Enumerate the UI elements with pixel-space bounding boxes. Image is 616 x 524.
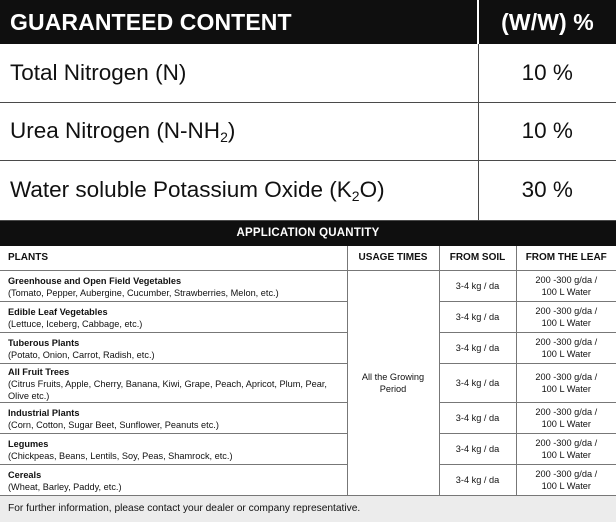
plant-examples: (Tomato, Pepper, Aubergine, Cucumber, Strawberries, Melon, etc.) [8,287,279,298]
guaranteed-content-unit: (W/W) % [478,0,616,44]
application-row [0,403,616,434]
from-soil-cell: 3-4 kg / da [439,465,516,496]
nutrient-name-main: Total Nitrogen (N) [10,59,187,85]
leaf-water: 100 L Water [541,481,591,491]
column-header-plants: PLANTS [0,246,347,271]
nutrient-name-subscript: 2 [220,129,228,145]
leaf-dose: 200 -300 g/da / [535,275,598,285]
plant-cell [0,434,347,465]
leaf-dose: 200 -300 g/da / [535,407,598,417]
leaf-dose: 200 -300 g/da / [535,469,598,479]
application-column-headers [0,246,616,271]
leaf-water: 100 L Water [541,318,591,328]
leaf-dose: 200 -300 g/da / [535,337,598,347]
plant-cell [0,465,347,496]
leaf-water: 100 L Water [541,349,591,359]
from-leaf-cell [516,364,616,403]
column-header-from-soil: FROM SOIL [439,246,516,271]
nutrient-value: 30 % [478,160,616,220]
leaf-dose: 200 -300 g/da / [535,372,598,382]
plant-group-name: Legumes [8,438,49,449]
leaf-water: 100 L Water [541,419,591,429]
leaf-dose: 200 -300 g/da / [535,306,598,316]
nutrient-name-tail: O) [359,177,385,202]
application-row [0,302,616,333]
plant-cell [0,333,347,364]
plant-examples: (Lettuce, Iceberg, Cabbage, etc.) [8,318,143,329]
plant-examples: (Potato, Onion, Carrot, Radish, etc.) [8,349,155,360]
from-leaf-cell [516,465,616,496]
guaranteed-content-row [0,160,616,220]
application-quantity-title: APPLICATION QUANTITY [0,221,616,246]
from-soil-cell: 3-4 kg / da [439,302,516,333]
footer-note: For further information, please contact your dealer or company representative. [0,496,616,522]
application-row [0,434,616,465]
nutrient-name-main: Urea Nitrogen (N-NH [10,118,221,143]
usage-times-cell: All the Growing Period [347,271,439,496]
from-leaf-cell [516,434,616,465]
application-row [0,364,616,403]
from-soil-cell: 3-4 kg / da [439,434,516,465]
from-leaf-cell [516,302,616,333]
from-leaf-cell [516,403,616,434]
plant-cell [0,271,347,302]
leaf-dose: 200 -300 g/da / [535,438,598,448]
application-quantity-table [0,221,616,497]
nutrient-name-main: Water soluble Potassium Oxide (K [10,177,352,202]
plant-group-name: All Fruit Trees [8,366,70,377]
from-leaf-cell [516,333,616,364]
plant-examples: (Chickpeas, Beans, Lentils, Soy, Peas, Shamrock, etc.) [8,450,233,461]
from-soil-cell: 3-4 kg / da [439,364,516,403]
plant-group-name: Cereals [8,469,42,480]
from-soil-cell: 3-4 kg / da [439,403,516,434]
application-row [0,271,616,302]
guaranteed-content-table [0,0,616,221]
guaranteed-content-row [0,44,616,102]
nutrient-name [0,160,478,220]
guaranteed-content-row [0,102,616,160]
plant-cell [0,302,347,333]
from-soil-cell: 3-4 kg / da [439,271,516,302]
plant-group-name: Industrial Plants [8,407,80,418]
leaf-water: 100 L Water [541,287,591,297]
plant-cell [0,364,347,403]
from-soil-cell: 3-4 kg / da [439,333,516,364]
plant-group-name: Tuberous Plants [8,337,80,348]
leaf-water: 100 L Water [541,450,591,460]
column-header-usage-times: USAGE TIMES [347,246,439,271]
nutrient-name [0,102,478,160]
leaf-water: 100 L Water [541,384,591,394]
nutrient-name [0,44,478,102]
application-quantity-banner [0,221,616,246]
plant-group-name: Edible Leaf Vegetables [8,306,108,317]
application-row [0,465,616,496]
plant-group-name: Greenhouse and Open Field Vegetables [8,275,182,286]
guaranteed-content-header [0,0,616,44]
nutrient-name-subscript: 2 [351,188,360,204]
nutrient-value: 10 % [478,44,616,102]
plant-examples: (Wheat, Barley, Paddy, etc.) [8,481,122,492]
plant-examples: (Citrus Fruits, Apple, Cherry, Banana, Kiwi, Grape, Peach, Apricot, Plum, Pear, Olive etc.) [8,378,327,401]
column-header-from-leaf: FROM THE LEAF [516,246,616,271]
nutrient-name-tail: ) [227,118,236,143]
guaranteed-content-title: GUARANTEED CONTENT [0,0,478,44]
plant-cell [0,403,347,434]
application-row [0,333,616,364]
from-leaf-cell [516,271,616,302]
plant-examples: (Corn, Cotton, Sugar Beet, Sunflower, Peanuts etc.) [8,419,219,430]
nutrient-value: 10 % [478,102,616,160]
